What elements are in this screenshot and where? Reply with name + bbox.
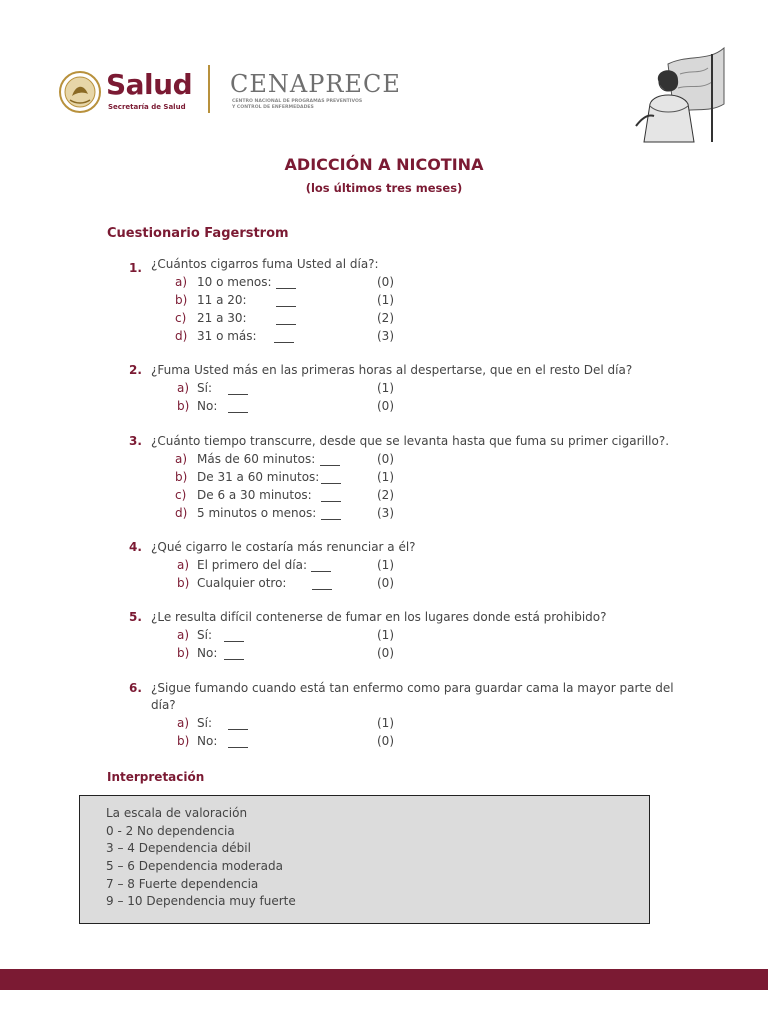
section-heading-cuestionario: Cuestionario Fagerstrom	[107, 226, 289, 241]
option-letter: b)	[175, 470, 188, 484]
option-label: 31 o más:	[197, 329, 257, 343]
option-score: (3)	[377, 506, 394, 520]
answer-blank[interactable]	[274, 332, 294, 343]
option-score: (1)	[377, 470, 394, 484]
answer-blank[interactable]	[276, 314, 296, 325]
option-letter: b)	[177, 646, 190, 660]
answer-blank[interactable]	[228, 737, 248, 748]
page-title: ADICCIÓN A NICOTINA	[284, 155, 484, 174]
option-score: (1)	[377, 628, 394, 642]
option-label: No:	[197, 399, 218, 413]
question-text-continuation: día?	[151, 698, 176, 712]
option-score: (1)	[377, 293, 394, 307]
question-1	[129, 257, 142, 276]
question-number: 3.	[129, 434, 142, 448]
option-letter: d)	[175, 506, 188, 520]
answer-blank[interactable]	[224, 649, 244, 660]
option-label: Sí:	[197, 381, 212, 395]
interpretation-box	[79, 795, 650, 924]
cenaprece-sub-line-1: CENTRO NACIONAL DE PROGRAMAS PREVENTIVOS	[232, 99, 363, 104]
option-score: (2)	[377, 488, 394, 502]
salud-logo-text: Salud	[106, 68, 193, 101]
option-score: (0)	[377, 576, 394, 590]
option-score: (0)	[377, 452, 394, 466]
option-label: 21 a 30:	[197, 311, 247, 325]
option-score: (0)	[377, 275, 394, 289]
interpretation-line: 3 – 4 Dependencia débil	[106, 841, 251, 855]
footer-bar	[0, 969, 768, 990]
option-letter: a)	[177, 628, 190, 642]
question-number: 6.	[129, 681, 142, 695]
option-label: 5 minutos o menos:	[197, 506, 317, 520]
option-letter: a)	[175, 275, 188, 289]
option-letter: c)	[175, 311, 187, 325]
salud-logo-subtext: Secretaría de Salud	[108, 103, 186, 111]
answer-blank[interactable]	[311, 561, 331, 572]
question-text: ¿Qué cigarro le costaría más renunciar a él?	[151, 540, 416, 554]
option-letter: a)	[177, 716, 190, 730]
answer-blank[interactable]	[320, 455, 340, 466]
interpretation-line: 5 – 6 Dependencia moderada	[106, 859, 283, 873]
question-text: ¿Le resulta difícil contenerse de fumar en los lugares donde está prohibido?	[151, 610, 607, 624]
cenaprece-logo-text: CENAPRECE	[230, 70, 401, 98]
option-score: (1)	[377, 716, 394, 730]
option-score: (1)	[377, 381, 394, 395]
section-heading-interpretacion: Interpretación	[107, 770, 205, 784]
answer-blank[interactable]	[224, 631, 244, 642]
flag-woman-illustration	[628, 44, 728, 144]
option-score: (3)	[377, 329, 394, 343]
option-letter: c)	[175, 488, 187, 502]
option-label: Más de 60 minutos:	[197, 452, 316, 466]
option-score: (0)	[377, 646, 394, 660]
option-label: Sí:	[197, 716, 212, 730]
question-number: 1.	[129, 261, 142, 275]
question-text: ¿Cuántos cigarros fuma Usted al día?:	[151, 257, 379, 271]
option-row	[175, 311, 186, 329]
interpretation-line: 7 – 8 Fuerte dependencia	[106, 877, 259, 891]
question-text: ¿Sigue fumando cuando está tan enfermo como para guardar cama la mayor parte del	[151, 681, 674, 695]
option-letter: d)	[175, 329, 188, 343]
option-label: De 6 a 30 minutos:	[197, 488, 312, 502]
question-number: 4.	[129, 540, 142, 554]
option-letter: b)	[175, 293, 188, 307]
cenaprece-logo-subtext	[232, 99, 402, 111]
option-label: 10 o menos:	[197, 275, 272, 289]
answer-blank[interactable]	[228, 719, 248, 730]
logo-divider	[208, 65, 210, 113]
interpretation-line: 0 - 2 No dependencia	[106, 824, 235, 838]
option-score: (1)	[377, 558, 394, 572]
option-letter: b)	[177, 576, 190, 590]
question-text: ¿Fuma Usted más en las primeras horas al despertarse, que en el resto Del día?	[151, 363, 633, 377]
option-label: No:	[197, 646, 218, 660]
option-label: No:	[197, 734, 218, 748]
option-score: (2)	[377, 311, 394, 325]
option-letter: b)	[177, 399, 190, 413]
option-row	[175, 275, 187, 293]
question-number: 2.	[129, 363, 142, 377]
option-label: 11 a 20:	[197, 293, 247, 307]
option-letter: a)	[177, 558, 190, 572]
page-subtitle: (los últimos tres meses)	[305, 181, 463, 195]
interpretation-line: 9 – 10 Dependencia muy fuerte	[106, 894, 296, 908]
mexico-seal-icon	[58, 70, 102, 114]
option-letter: a)	[175, 452, 188, 466]
option-row	[175, 293, 187, 311]
option-letter: a)	[177, 381, 190, 395]
option-label: Cualquier otro:	[197, 576, 287, 590]
answer-blank[interactable]	[321, 491, 341, 502]
cenaprece-sub-line-2: Y CONTROL DE ENFERMEDADES	[232, 105, 314, 110]
answer-blank[interactable]	[276, 296, 296, 307]
option-letter: b)	[177, 734, 190, 748]
answer-blank[interactable]	[228, 402, 248, 413]
option-label: De 31 a 60 minutos:	[197, 470, 320, 484]
answer-blank[interactable]	[321, 509, 341, 520]
answer-blank[interactable]	[312, 579, 332, 590]
answer-blank[interactable]	[228, 384, 248, 395]
option-row	[175, 329, 187, 347]
question-text: ¿Cuánto tiempo transcurre, desde que se levanta hasta que fuma su primer cigarillo?.	[151, 434, 670, 448]
option-score: (0)	[377, 734, 394, 748]
question-number: 5.	[129, 610, 142, 624]
interpretation-line: La escala de valoración	[106, 806, 248, 820]
option-label: Sí:	[197, 628, 212, 642]
answer-blank[interactable]	[276, 278, 296, 289]
option-label: El primero del día:	[197, 558, 308, 572]
option-score: (0)	[377, 399, 394, 413]
answer-blank[interactable]	[321, 473, 341, 484]
